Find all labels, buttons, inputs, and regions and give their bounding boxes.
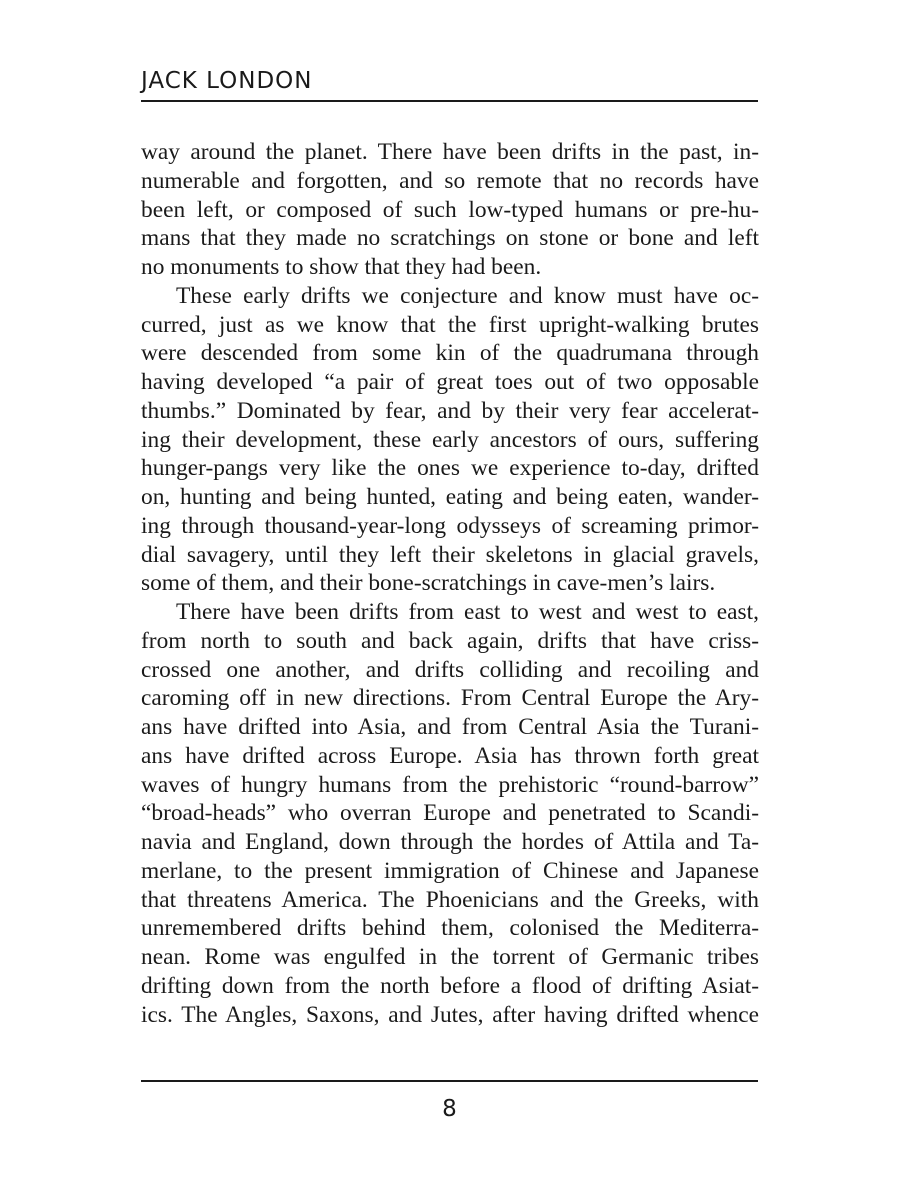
text-line: merlane, to the present immigration of Chinese and Japanese (141, 857, 759, 884)
text-line: unremembered drifts behind them, colonised the Mediterra- (141, 915, 759, 942)
text-line: ans have drifted across Europe. Asia has thrown forth great (141, 742, 759, 769)
text-line: from north to south and back again, drifts that have criss- (141, 627, 759, 654)
text-line: on, hunting and being hunted, eating and being eaten, wander- (141, 484, 759, 510)
text-line: ing their development, these early ancestors of ours, suffering (141, 426, 759, 453)
paragraph (141, 282, 759, 598)
text-line: There have been drifts from east to west and west to east, (176, 599, 759, 625)
text-line: hunger-pangs very like the ones we experience to-day, drifted (141, 455, 759, 482)
text-line: “broad-heads” who overran Europe and penetrated to Scandi- (141, 800, 759, 827)
paragraph (141, 598, 759, 1029)
text-line: ics. The Angles, Saxons, and Jutes, after having drifted whence (141, 1001, 759, 1028)
body-text (141, 138, 759, 1029)
text-line: that threatens America. The Phoenicians and the Greeks, with (141, 886, 759, 913)
footer-rule (141, 1080, 758, 1082)
text-line: nean. Rome was engulfed in the torrent of Germanic tribes (141, 944, 759, 970)
header-rule (141, 100, 758, 102)
text-line: thumbs.” Dominated by fear, and by their very fear accelerat- (141, 397, 759, 424)
text-line: been left, or composed of such low-typed humans or pre-hu- (141, 196, 759, 223)
text-line: ans have drifted into Asia, and from Central Asia the Turani- (141, 714, 759, 740)
text-line: ing through thousand-year-long odysseys of screaming primor- (141, 512, 759, 539)
text-line: drifting down from the north before a flood of drifting Asiat- (141, 972, 759, 999)
text-line: caroming off in new directions. From Central Europe the Ary- (141, 685, 759, 712)
text-line: some of them, and their bone-scratchings in cave-men’s lairs. (141, 570, 716, 597)
page-number: 8 (442, 1096, 457, 1122)
text-line: no monuments to show that they had been. (141, 254, 542, 280)
paragraph (141, 138, 759, 282)
text-line: mans that they made no scratchings on stone or bone and left (141, 225, 759, 252)
text-line: crossed one another, and drifts colliding and recoiling and (141, 656, 759, 683)
text-line: numerable and forgotten, and so remote that no records have (141, 167, 759, 194)
text-line: navia and England, down through the hordes of Attila and Ta- (141, 829, 759, 855)
text-line: dial savagery, until they left their skeletons in glacial gravels, (141, 541, 759, 568)
text-line: having developed “a pair of great toes out of two opposable (141, 369, 759, 395)
text-line: These early drifts we conjecture and know must have oc- (176, 282, 759, 309)
text-line: were descended from some kin of the quadrumana through (141, 340, 759, 367)
text-line: curred, just as we know that the first upright-walking brutes (141, 311, 759, 338)
running-head: JACK LONDON (141, 68, 313, 94)
text-line: way around the planet. There have been drifts in the past, in- (141, 139, 759, 165)
text-line: waves of hungry humans from the prehistoric “round-barrow” (141, 771, 759, 798)
